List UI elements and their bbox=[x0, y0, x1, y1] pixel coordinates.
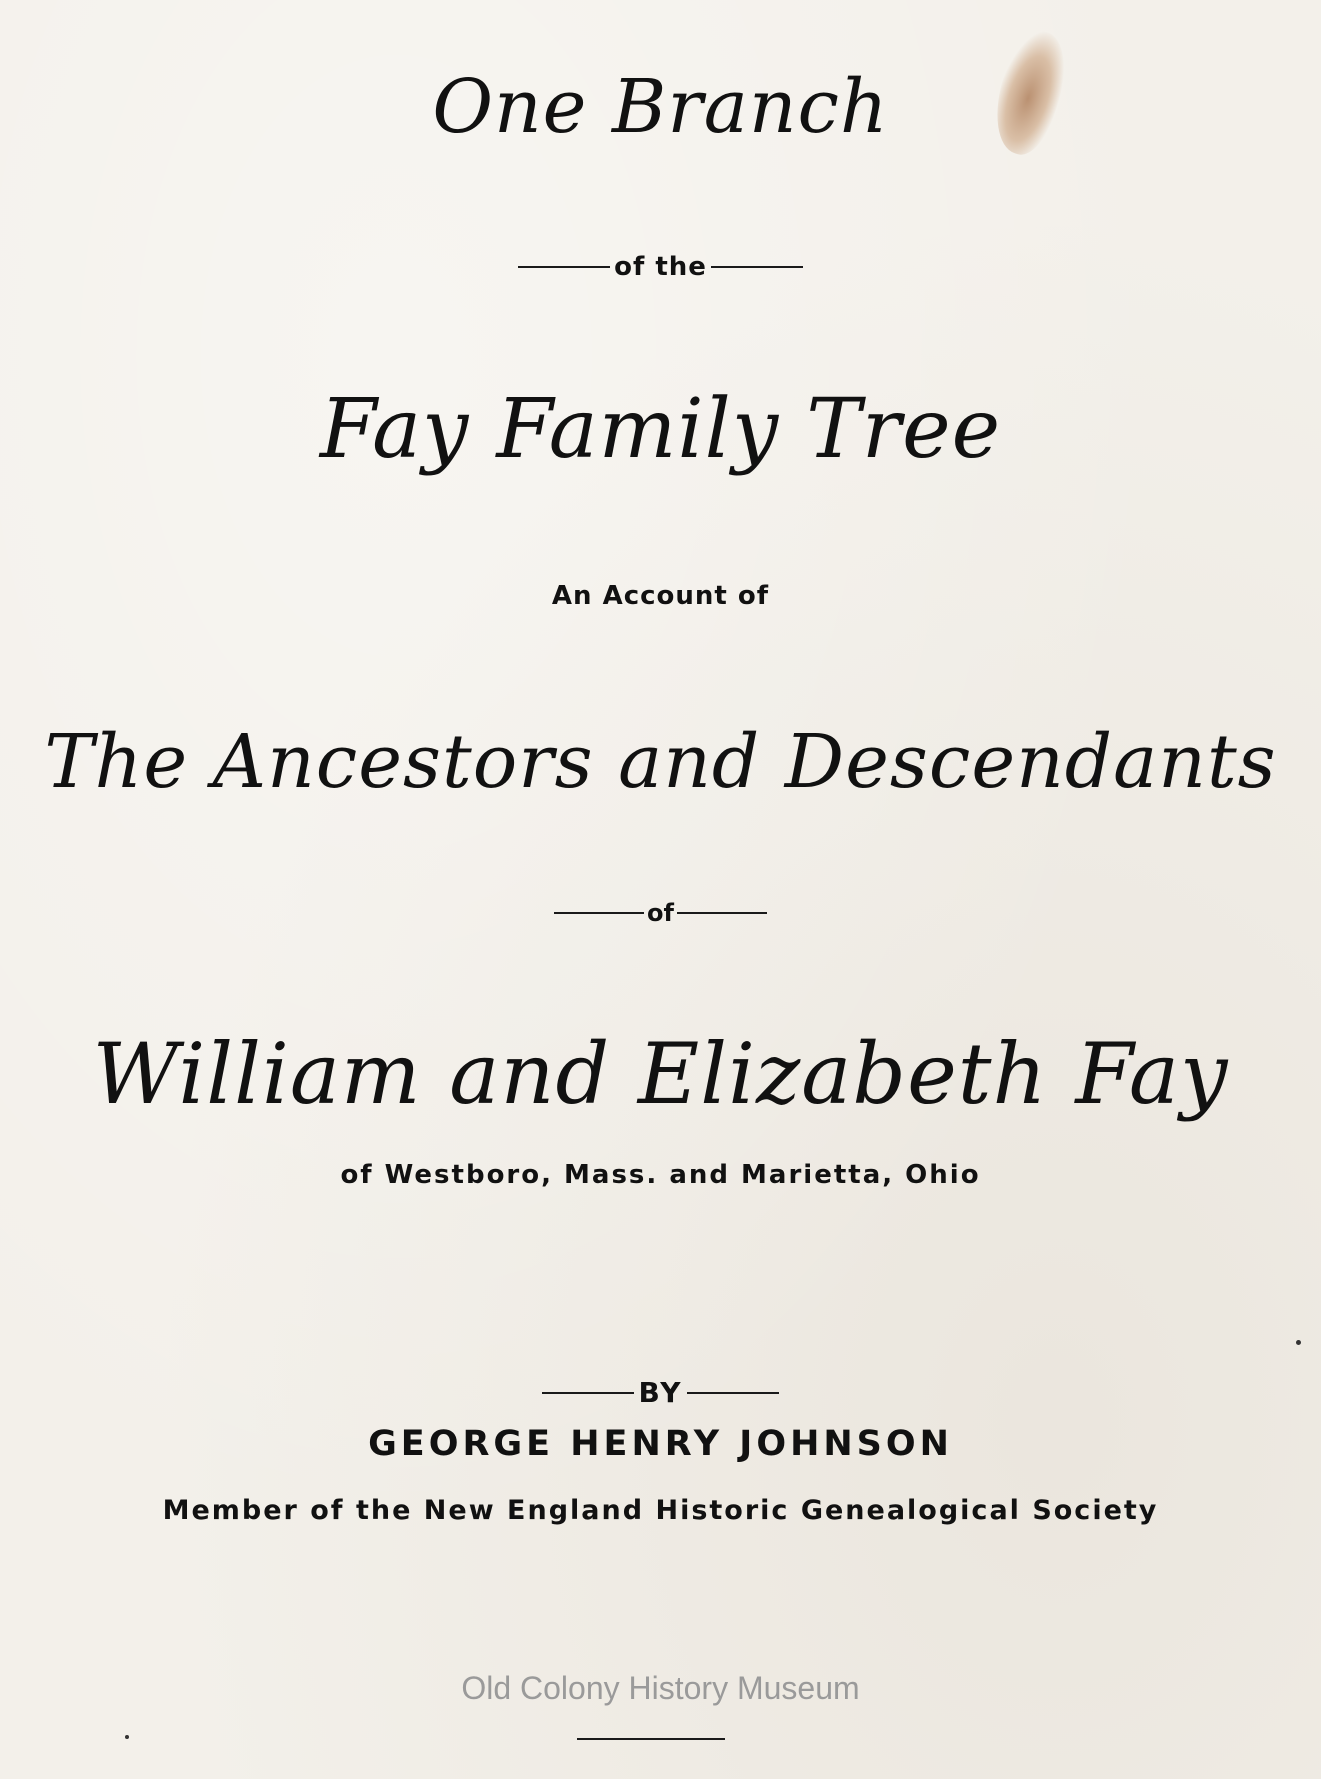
author-name: GEORGE HENRY JOHNSON bbox=[368, 1424, 953, 1464]
names-line: William and Elizabeth Fay bbox=[92, 1025, 1229, 1123]
rule-right bbox=[687, 1392, 779, 1394]
museum-watermark: Old Colony History Museum bbox=[461, 1670, 860, 1706]
rule-left bbox=[542, 1392, 634, 1394]
separator-text: of the bbox=[614, 252, 707, 282]
rule-left bbox=[518, 266, 610, 268]
author-affiliation: Member of the New England Historic Genealogical Society bbox=[162, 1495, 1159, 1526]
paper-speck bbox=[1296, 1340, 1301, 1345]
separator-text: of bbox=[647, 899, 674, 927]
places-line: of Westboro, Mass. and Marietta, Ohio bbox=[340, 1160, 981, 1190]
rule-right bbox=[711, 266, 803, 268]
bottom-rule bbox=[577, 1738, 725, 1740]
main-title: Fay Family Tree bbox=[319, 382, 1002, 477]
paper-speck bbox=[125, 1735, 129, 1739]
title-one-branch: One Branch bbox=[432, 64, 889, 150]
account-line: An Account of bbox=[551, 581, 770, 611]
rule-right bbox=[677, 912, 767, 914]
separator-by bbox=[0, 1366, 1321, 1413]
separator-of bbox=[0, 888, 1321, 931]
rule-left bbox=[554, 912, 644, 914]
separator-text: BY bbox=[638, 1376, 683, 1409]
separator-of-the bbox=[0, 240, 1321, 287]
ancestors-descendants-line: The Ancestors and Descendants bbox=[44, 719, 1277, 805]
